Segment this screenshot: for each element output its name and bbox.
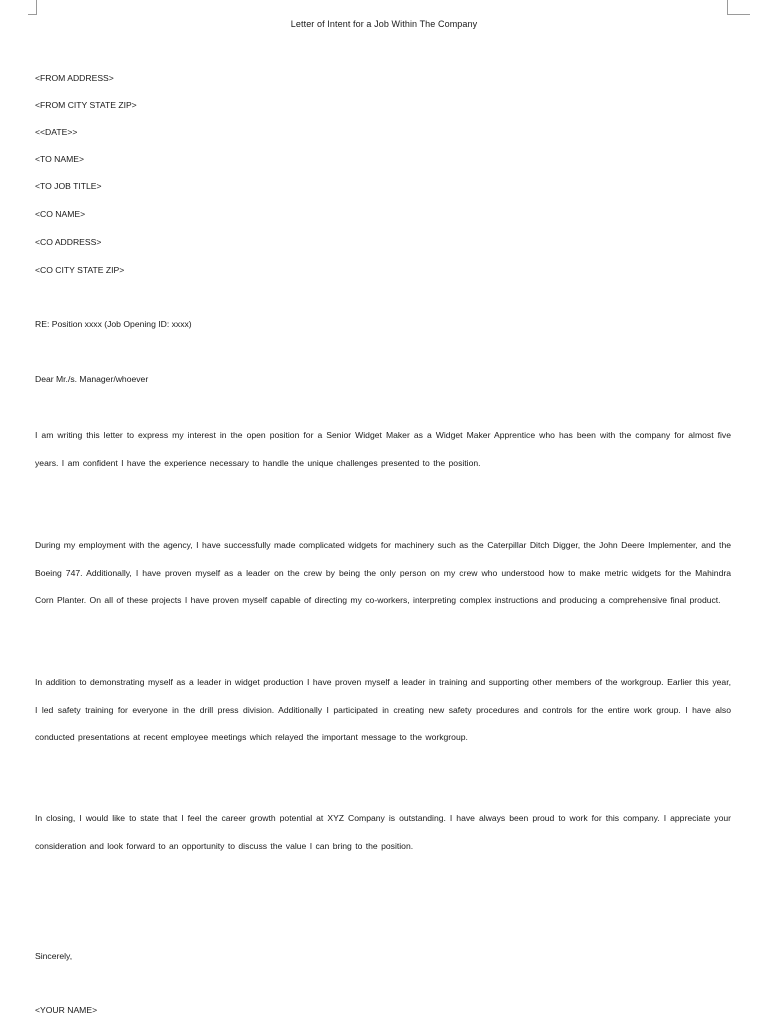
re-line: RE: Position xxxx (Job Opening ID: xxxx): [35, 319, 192, 329]
document-title: Letter of Intent for a Job Within The Company: [290, 19, 478, 29]
signature-name: <YOUR NAME>: [35, 1005, 98, 1015]
body-paragraph-4: In closing, I would like to state that I feel the career growth potential at XYZ Company is outstanding. I have always been proud to work for this company. I appreciate your consideration and look forward to an opportunity to discuss the value I can bring to the position.: [35, 813, 731, 851]
closing: Sincerely,: [35, 951, 73, 961]
page-corner-mark-right: [727, 0, 750, 15]
company-name-line: <CO NAME>: [35, 209, 86, 219]
company-city-state-zip-line: <CO CITY STATE ZIP>: [35, 265, 125, 275]
body-paragraph-1: I am writing this letter to express my interest in the open position for a Senior Widget Maker as a Widget Maker Apprentice who has been with the company for almost five years. I am confident I have the experience necessary to handle the unique challenges presented to the position.: [35, 430, 731, 468]
body-paragraph-3: In addition to demonstrating myself as a leader in widget production I have proven myself a leader in training and supporting other members of the workgroup. Earlier this year, I led safety training for everyone in the drill press division. Additionally I participated in creating new safety procedures and controls for the entire work group. I have also conducted presentations at recent employee meetings which relayed the important message to the workgroup.: [35, 677, 731, 742]
to-job-title-line: <TO JOB TITLE>: [35, 181, 102, 191]
salutation: Dear Mr./s. Manager/whoever: [35, 374, 149, 384]
company-address-line: <CO ADDRESS>: [35, 237, 102, 247]
page-corner-mark-left: [28, 0, 37, 15]
from-city-state-zip-line: <FROM CITY STATE ZIP>: [35, 100, 137, 110]
from-address-line: <FROM ADDRESS>: [35, 73, 114, 83]
date-line: <<DATE>>: [35, 127, 78, 137]
to-name-line: <TO NAME>: [35, 154, 85, 164]
body-paragraph-2: During my employment with the agency, I have successfully made complicated widgets for machinery such as the Caterpillar Ditch Digger, the John Deere Implementer, and the Boeing 747. Additionally, I have proven myself as a leader on the crew by being the only person on my crew who understood how to make metric widgets for the Mahindra Corn Planter. On all of these projects I have proven myself capable of directing my co-workers, interpreting complex instructions and producing a comprehensive final product.: [35, 540, 731, 605]
